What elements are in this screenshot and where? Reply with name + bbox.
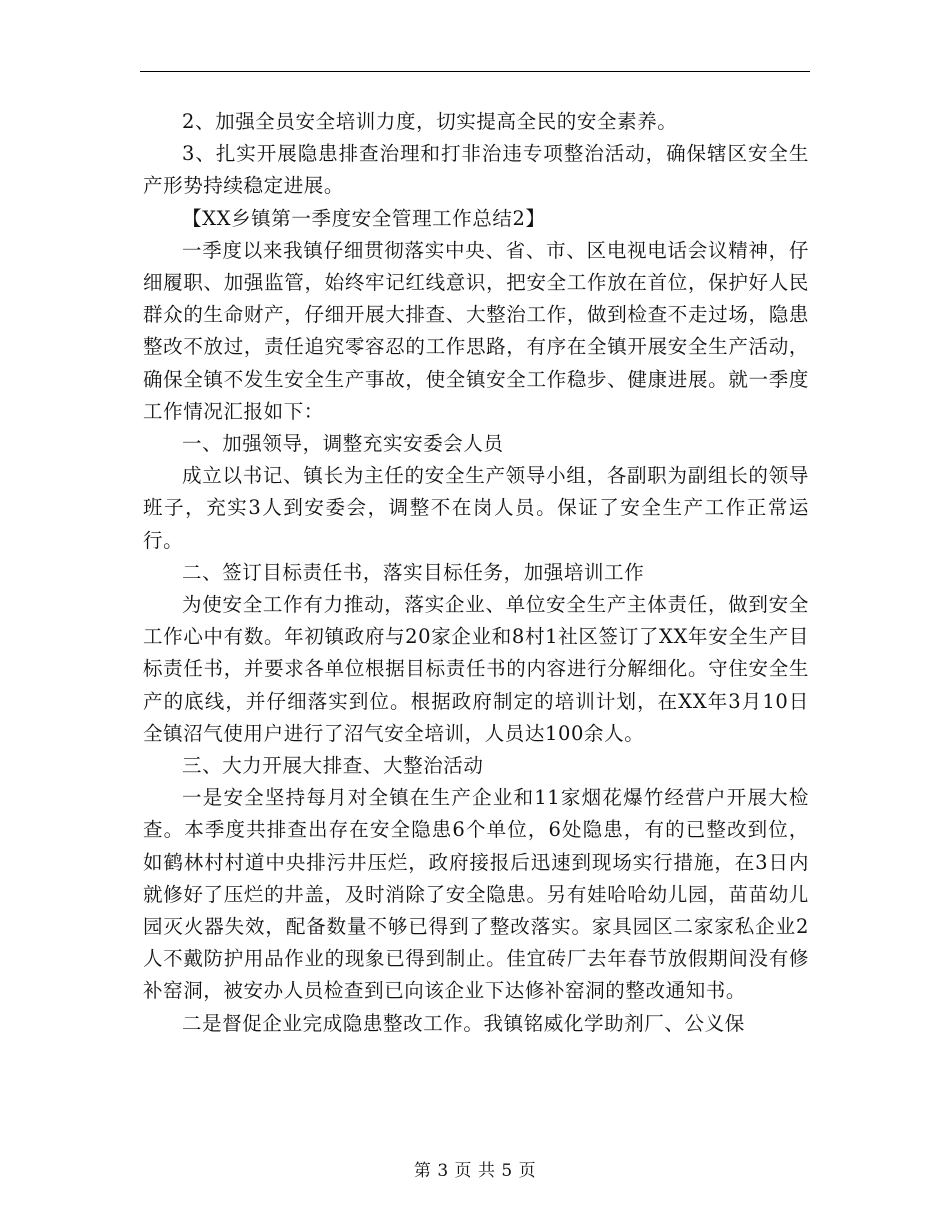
heading-two: 二、签订目标责任书，落实目标任务，加强培训工作 [182, 560, 645, 584]
paragraph-targets: 为使安全工作有力推动，落实企业、单位安全生产主体责任，做到安全工作心中有数。年初镇政府与20家企业和8村1社区签订了XX年安全生产目标责任书，并要求各单位根据目标责任书的内容进行分解细化。守住安全生产的底线，并仔细落实到位。根据政府制定的培训计划，在XX年3月10日全镇沼气使用户进行了沼气安全培训，人员达100余人。 [143, 593, 809, 745]
section-title: 【XX乡镇第一季度安全管理工作总结2】 [182, 206, 546, 230]
paragraph-item-3: 3、扎实开展隐患排查治理和打非治违专项整治活动，确保辖区安全生产形势持续稳定进展。 [143, 142, 809, 198]
page-number: 第 3 页 共 5 页 [413, 1161, 537, 1181]
paragraph-inspection: 一是安全坚持每月对全镇在生产企业和11家烟花爆竹经营户开展大检查。本季度共排查出存在安全隐患6个单位，6处隐患，有的已整改到位，如鹤林村村道中央排污井压烂，政府接报后迅速到现场实行措施，在3日内就修好了压烂的井盖，及时消除了安全隐患。另有娃哈哈幼儿园，苗苗幼儿园灭火器失效，配备数量不够已得到了整改落实。家具园区二家家私企业2人不戴防护用品作业的现象已得到制止。佳宜砖厂去年春节放假期间没有修补窑洞，被安办人员检查到已向该企业下达修补窑洞的整改通知书。 [143, 786, 809, 1003]
intro-paragraph: 一季度以来我镇仔细贯彻落实中央、省、市、区电视电话会议精神，仔细履职、加强监管，始终牢记红线意识，把安全工作放在首位，保护好人民群众的生命财产，仔细开展大排查、大整治工作，做到检查不走过场，隐患整改不放过，责任追究零容忍的工作思路，有序在全镇开展安全生产活动，确保全镇不发生安全生产事故，使全镇安全工作稳步、健康进展。就一季度工作情况汇报如下： [143, 238, 809, 423]
paragraph-rectification: 二是督促企业完成隐患整改工作。我镇铭威化学助剂厂、公义保 [182, 1011, 745, 1035]
document-body [143, 106, 809, 1040]
heading-three: 三、大力开展大排查、大整治活动 [182, 754, 484, 778]
heading-one: 一、加强领导，调整充实安委会人员 [182, 432, 504, 456]
header-rule [140, 71, 810, 72]
paragraph-item-2: 2、加强全员安全培训力度，切实提高全民的安全素养。 [182, 110, 678, 133]
paragraph-leadership: 成立以书记、镇长为主任的安全生产领导小组，各副职为副组长的领导班子，充实3人到安委会，调整不在岗人员。保证了安全生产工作正常运行。 [143, 464, 809, 552]
